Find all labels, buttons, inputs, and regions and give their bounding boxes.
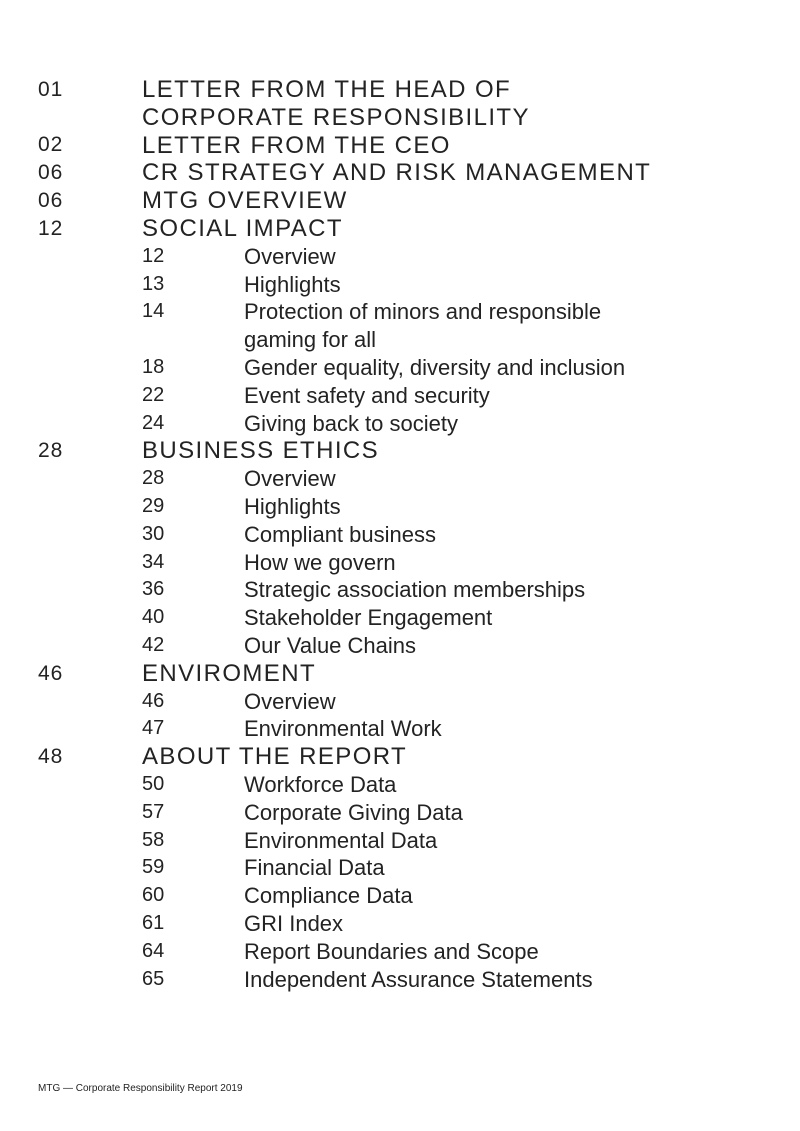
toc-section[interactable] [38, 660, 780, 688]
toc-subsection[interactable] [38, 854, 780, 882]
subsection-title: Gender equality, diversity and inclusion [244, 354, 626, 380]
section-page-number: 01 [38, 78, 64, 101]
subsection-title: Environmental Work [244, 716, 442, 742]
subsection-title: Strategic association memberships [244, 577, 586, 603]
section-title: ENVIROMENT [142, 659, 317, 687]
subsection-page-number: 36 [142, 578, 165, 601]
subsection-page-number: 47 [142, 717, 165, 740]
subsection-title: Giving back to society [244, 410, 458, 436]
toc-subsection[interactable] [38, 549, 780, 577]
toc-subsection[interactable] [38, 521, 780, 549]
toc-subsection[interactable] [38, 410, 780, 438]
subsection-title: Event safety and security [244, 382, 490, 408]
toc-section[interactable] [38, 187, 780, 215]
section-title: BUSINESS ETHICS [142, 437, 380, 465]
page-footer: MTG — Corporate Responsibility Report 2019 [38, 1083, 243, 1094]
toc-subsection[interactable] [38, 576, 780, 604]
section-title: LETTER FROM THE CEO [142, 131, 451, 159]
toc-subsection[interactable] [38, 298, 780, 354]
toc-subsection[interactable] [38, 465, 780, 493]
subsection-page-number: 42 [142, 633, 165, 656]
toc-subsection[interactable] [38, 882, 780, 910]
subsection-title: Highlights [244, 493, 341, 519]
subsection-page-number: 24 [142, 411, 165, 434]
toc-section[interactable] [38, 76, 780, 132]
subsection-page-number: 58 [142, 828, 165, 851]
toc-section[interactable] [38, 215, 780, 243]
toc-subsection[interactable] [38, 354, 780, 382]
subsection-page-number: 59 [142, 856, 165, 879]
section-page-number: 06 [38, 189, 64, 213]
toc-subsection[interactable] [38, 632, 780, 660]
subsection-page-number: 30 [142, 522, 165, 545]
section-page-number: 06 [38, 161, 64, 185]
toc-subsection[interactable] [38, 688, 780, 716]
toc-subsection[interactable] [38, 966, 780, 994]
toc-subsection[interactable] [38, 827, 780, 855]
subsection-page-number: 60 [142, 884, 165, 907]
toc-subsection[interactable] [38, 243, 780, 271]
subsection-title: Highlights [244, 271, 341, 297]
subsection-page-number: 46 [142, 689, 165, 712]
subsection-title: Compliance Data [244, 883, 413, 909]
subsection-title: Protection of minors and responsible gaming for all [244, 299, 602, 353]
subsection-page-number: 29 [142, 494, 165, 517]
toc-subsection[interactable] [38, 771, 780, 799]
table-of-contents [38, 76, 780, 993]
subsection-title: How we govern [244, 549, 396, 575]
subsection-page-number: 12 [142, 244, 165, 267]
section-title: LETTER FROM THE HEAD OF CORPORATE RESPONSIBILITY [142, 76, 530, 131]
subsection-page-number: 57 [142, 800, 165, 823]
section-page-number: 28 [38, 439, 64, 463]
toc-subsection[interactable] [38, 604, 780, 632]
toc-subsection[interactable] [38, 715, 780, 743]
subsection-title: Stakeholder Engagement [244, 605, 493, 631]
subsection-page-number: 13 [142, 272, 165, 295]
toc-subsection[interactable] [38, 271, 780, 299]
section-title: SOCIAL IMPACT [142, 214, 343, 242]
subsection-page-number: 22 [142, 383, 165, 406]
subsection-title: GRI Index [244, 910, 344, 936]
subsection-title: Financial Data [244, 855, 385, 881]
section-page-number: 12 [38, 216, 64, 240]
subsection-page-number: 28 [142, 467, 165, 490]
toc-subsection[interactable] [38, 938, 780, 966]
subsection-title: Corporate Giving Data [244, 799, 463, 825]
subsection-title: Overview [244, 466, 336, 492]
toc-section[interactable] [38, 743, 780, 771]
section-page-number: 46 [38, 661, 64, 685]
subsection-title: Overview [244, 243, 336, 269]
subsection-title: Workforce Data [244, 771, 397, 797]
subsection-page-number: 14 [142, 300, 165, 323]
subsection-page-number: 65 [142, 967, 165, 990]
subsection-page-number: 64 [142, 939, 165, 962]
subsection-title: Compliant business [244, 521, 436, 547]
subsection-title: Environmental Data [244, 827, 438, 853]
section-title: CR STRATEGY AND RISK MANAGEMENT [142, 159, 652, 187]
toc-section[interactable] [38, 437, 780, 465]
subsection-page-number: 61 [142, 911, 165, 934]
toc-subsection[interactable] [38, 493, 780, 521]
section-page-number: 48 [38, 745, 64, 769]
subsection-title: Report Boundaries and Scope [244, 938, 539, 964]
toc-section[interactable] [38, 132, 780, 160]
section-title: ABOUT THE REPORT [142, 743, 408, 771]
toc-subsection[interactable] [38, 799, 780, 827]
subsection-page-number: 18 [142, 355, 165, 378]
toc-section[interactable] [38, 159, 780, 187]
section-page-number: 02 [38, 133, 64, 157]
subsection-page-number: 50 [142, 772, 165, 795]
subsection-page-number: 34 [142, 550, 165, 573]
subsection-title: Independent Assurance Statements [244, 966, 593, 992]
subsection-page-number: 40 [142, 606, 165, 629]
section-title: MTG OVERVIEW [142, 187, 348, 215]
subsection-title: Overview [244, 688, 336, 714]
subsection-title: Our Value Chains [244, 632, 417, 658]
toc-subsection[interactable] [38, 382, 780, 410]
toc-subsection[interactable] [38, 910, 780, 938]
